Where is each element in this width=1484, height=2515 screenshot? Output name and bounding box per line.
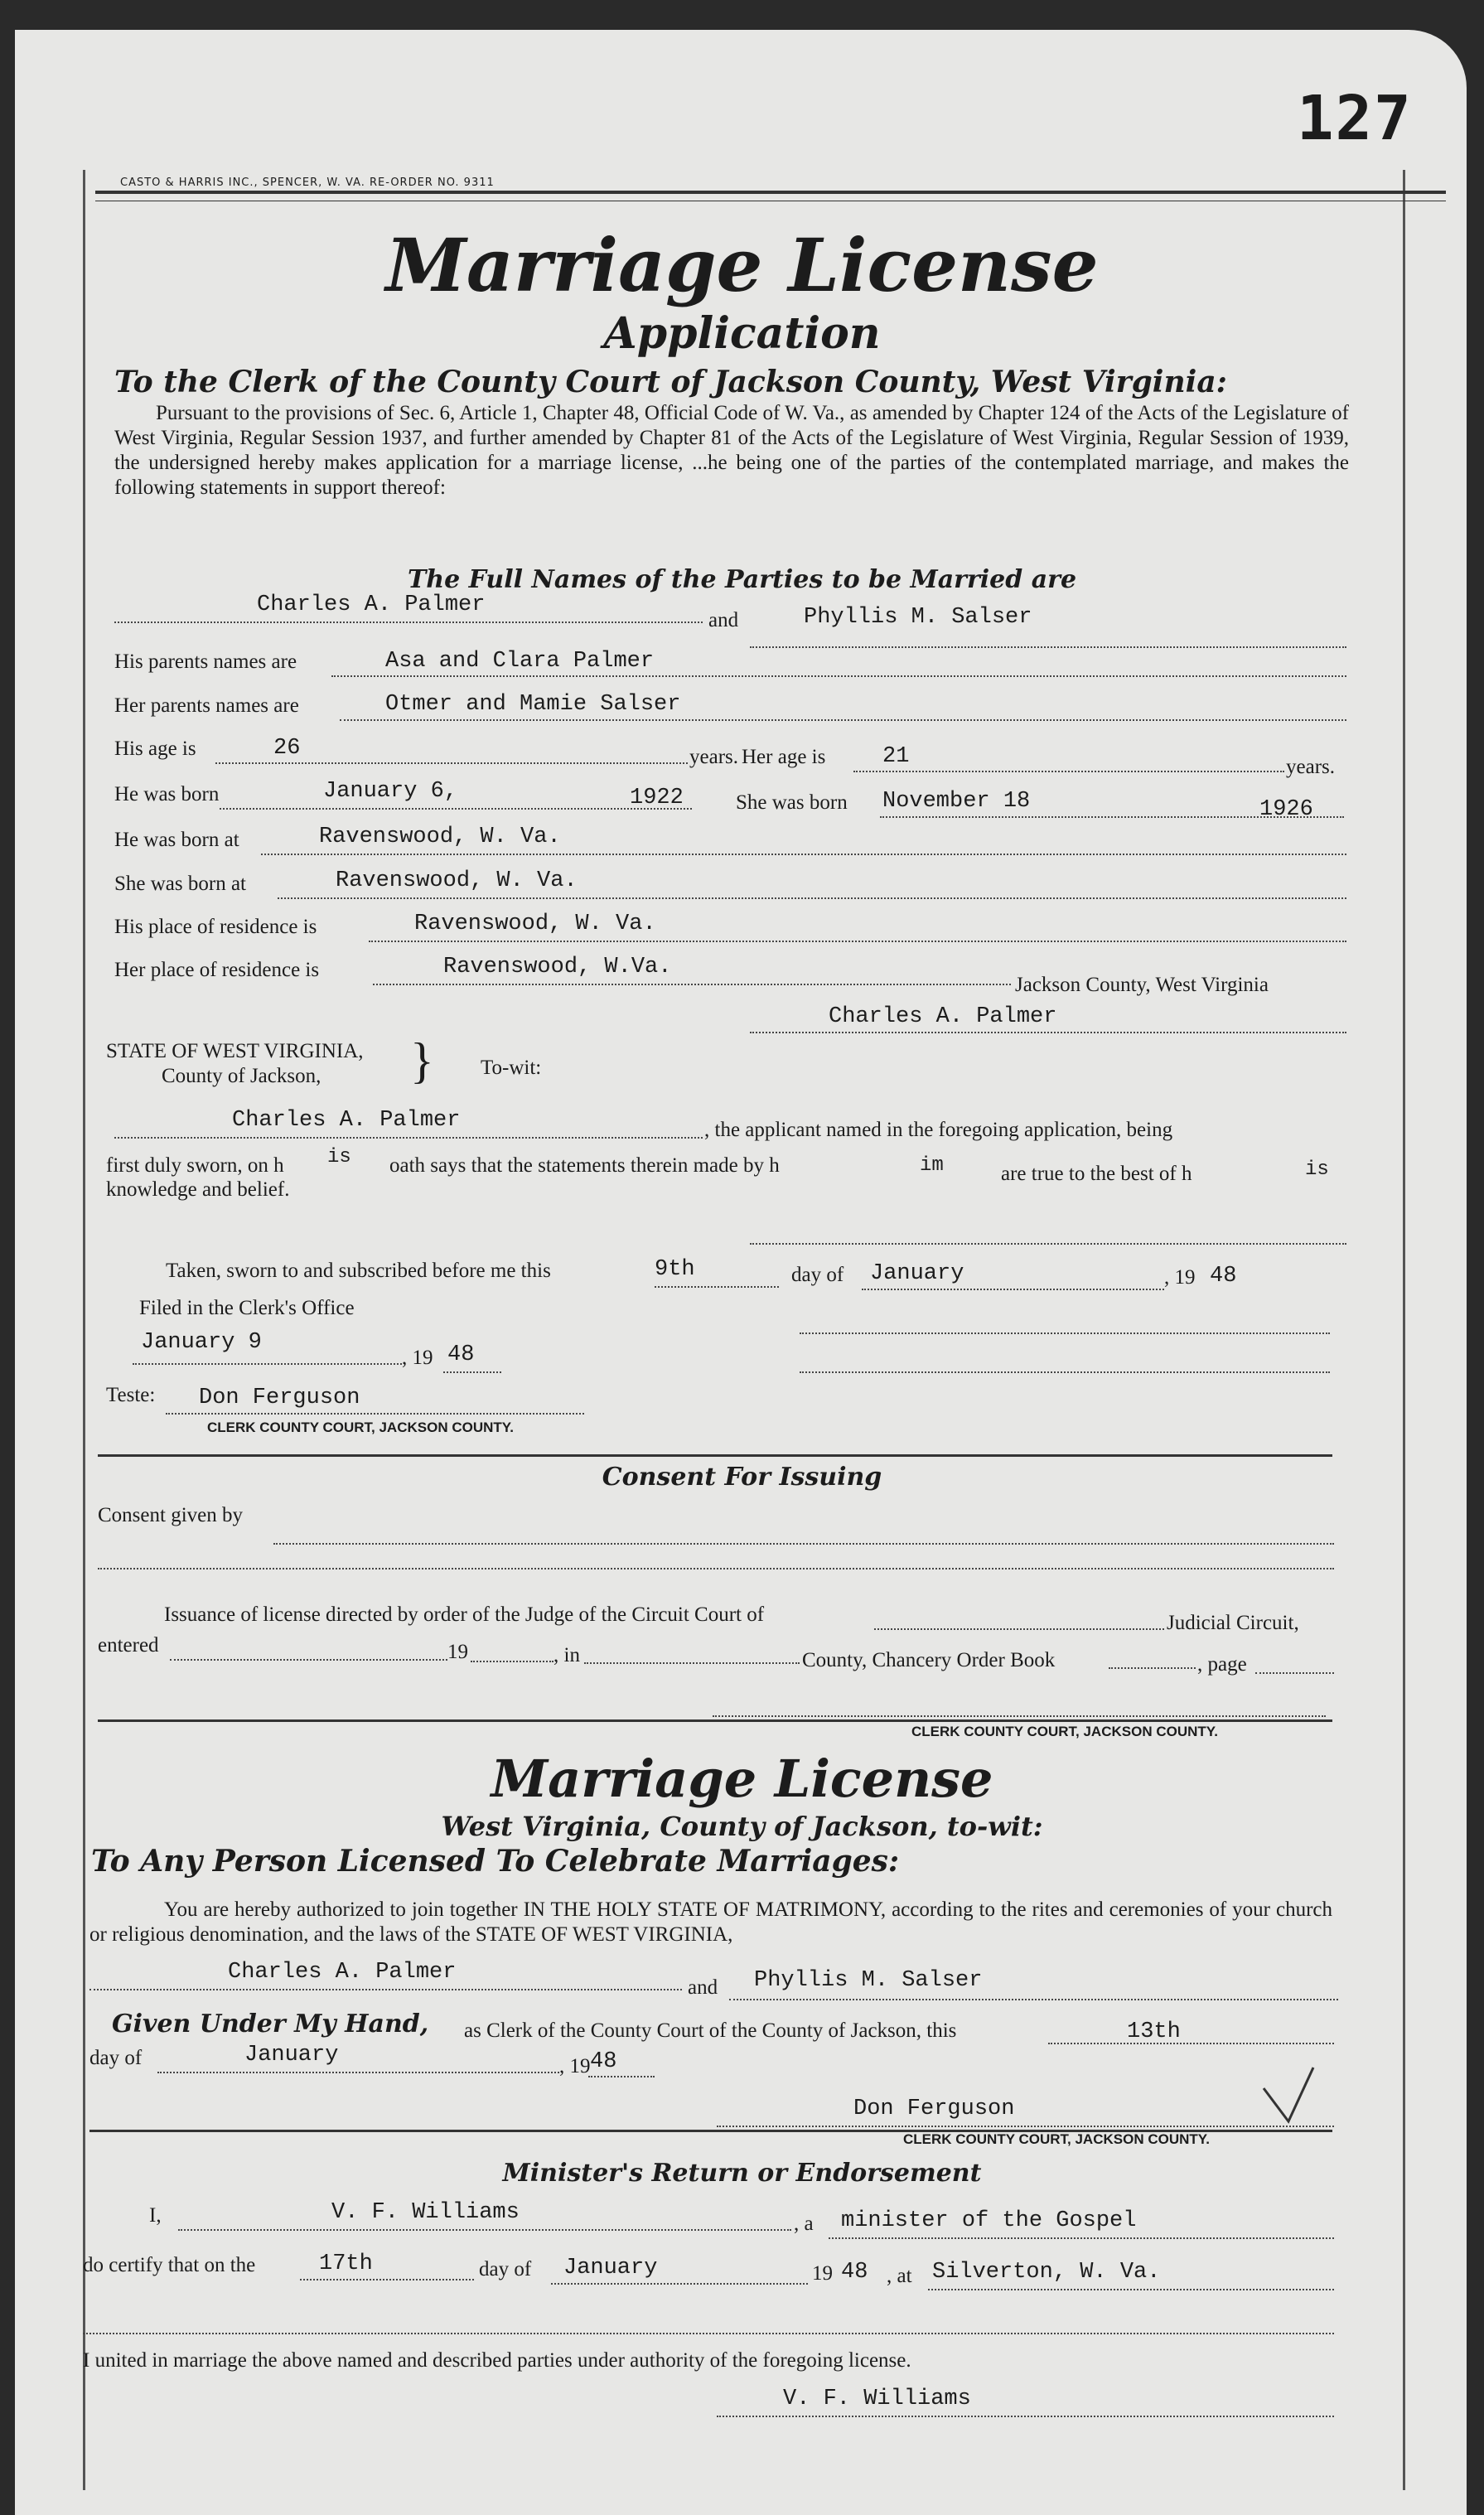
- his-residence-line: [369, 941, 1346, 942]
- license-title: Marriage License: [491, 1748, 993, 1809]
- consent-line-2: [98, 1568, 1334, 1569]
- teste-line: [166, 1413, 584, 1415]
- his-residence: Ravenswood, W. Va.: [414, 912, 656, 936]
- he-born-at: Ravenswood, W. Va.: [319, 825, 561, 849]
- taken-month: January: [870, 1261, 964, 1286]
- in-label: , in: [553, 1644, 580, 1666]
- united-text: I united in marriage the above named and described parties under authority of the foregoing license.: [83, 2349, 911, 2372]
- section-separator-2: [98, 1719, 1332, 1722]
- page-label: , page: [1197, 1653, 1247, 1676]
- county-label: Jackson County, West Virginia: [1015, 974, 1269, 996]
- her-residence-line: [373, 984, 1011, 985]
- parties-heading: The Full Names of the Parties to be Married are: [407, 565, 1077, 594]
- officer-line: [800, 1332, 1330, 1334]
- she-born-label: She was born: [736, 791, 848, 814]
- license-and: and: [688, 1976, 718, 1999]
- he-born-label: He was born: [114, 783, 220, 805]
- affidavit-fill3: is: [1305, 1158, 1329, 1181]
- minister-title: minister of the Gospel: [841, 2208, 1137, 2233]
- her-residence: Ravenswood, W.Va.: [443, 955, 672, 979]
- license-body: You are hereby authorized to join together IN THE HOLY STATE OF MATRIMONY, according to the rites and ceremonies of your church or religious denomination, and the laws of the STATE OF WEST VIRGINIA,: [89, 1898, 1332, 1946]
- license-address: To Any Person Licensed To Celebrate Marriages:: [91, 1844, 900, 1879]
- his-age-line: [215, 762, 688, 764]
- filed-year: 48: [447, 1342, 475, 1367]
- his-age-label: His age is: [114, 738, 196, 760]
- applicant-line: [114, 1137, 703, 1139]
- she-born-at-label: She was born at: [114, 873, 246, 895]
- application-subtitle: Application: [603, 308, 881, 359]
- years-label-2: years.: [1286, 756, 1335, 778]
- affiant-line: [750, 1243, 1346, 1245]
- applicant-signature-line: [750, 1032, 1346, 1033]
- she-born-at-line: [278, 897, 1346, 899]
- preamble: Pursuant to the provisions of Sec. 6, Article 1, Chapter 48, Official Code of W. Va., as amended by Chapter 124 of the Acts of the Legislature of West Virginia, Regular Session 1937, and further amended by Chapter 81 of the Acts of the Legislature of West Virginia, Regular Session of 1939, the undersigned hereby makes application for a marriage license, ...he being one of the parties of the contemplated marriage, and makes the following statements in support thereof:: [114, 402, 1349, 499]
- her-parents-label: Her parents names are: [114, 694, 299, 717]
- taken-day: 9th: [655, 1257, 695, 1282]
- affidavit-text3: oath says that the statements therein made by h: [389, 1154, 780, 1177]
- page-number: 127: [1297, 83, 1413, 154]
- given-day-line: [1048, 2043, 1334, 2044]
- return-signature: V. F. Williams: [783, 2387, 971, 2411]
- license-year-line: [588, 2076, 655, 2077]
- license-clerk-caption: CLERK COUNTY COURT, JACKSON COUNTY.: [903, 2131, 1210, 2147]
- filed-date-line: [133, 1363, 402, 1365]
- his-age: 26: [273, 736, 301, 761]
- return-place-line: [928, 2289, 1334, 2290]
- consent-clerk-caption: CLERK COUNTY COURT, JACKSON COUNTY.: [911, 1724, 1218, 1739]
- check-mark-icon: [1255, 2063, 1322, 2130]
- entered-line: [170, 1659, 447, 1661]
- return-day-line: [300, 2279, 474, 2280]
- years-label-1: years.: [689, 746, 738, 768]
- her-age-label: Her age is: [742, 746, 826, 768]
- in-line: [584, 1662, 800, 1664]
- filed-year-prefix: , 19: [402, 1347, 433, 1369]
- circuit-line: [874, 1628, 1164, 1630]
- bride-name: Phyllis M. Salser: [804, 605, 1032, 630]
- brace: }: [410, 1033, 434, 1088]
- section-separator-3: [89, 2130, 1332, 2132]
- her-residence-label: Her place of residence is: [114, 959, 320, 981]
- entered-label: entered: [98, 1634, 159, 1657]
- given-year: 48: [590, 2049, 617, 2074]
- return-heading: Minister's Return or Endorsement: [502, 2159, 982, 2188]
- his-parents-label: His parents names are: [114, 651, 297, 673]
- top-rule: [95, 191, 1446, 194]
- return-year: 48: [841, 2260, 868, 2285]
- given-text: as Clerk of the County Court of the County of Jackson, this: [464, 2019, 957, 2042]
- minister-name: V. F. Williams: [331, 2200, 520, 2225]
- affidavit-applicant: Charles A. Palmer: [232, 1108, 461, 1133]
- filed-year-line: [443, 1371, 501, 1373]
- her-age: 21: [882, 744, 910, 769]
- affidavit-fill1: is: [327, 1146, 351, 1168]
- county-of-label: County of Jackson,: [162, 1065, 321, 1087]
- his-residence-label: His place of residence is: [114, 916, 317, 938]
- application-title: Marriage License: [385, 222, 1099, 308]
- nineteen-label: 19: [447, 1641, 468, 1663]
- return-month-line: [551, 2283, 808, 2285]
- printer-line: CASTO & HARRIS INC., SPENCER, W. VA. RE-ORDER NO. 9311: [120, 177, 495, 189]
- given-month: January: [244, 2043, 339, 2068]
- teste-label: Teste:: [106, 1384, 156, 1406]
- certify-label: do certify that on the: [83, 2254, 256, 2276]
- return-day-of: day of: [479, 2258, 532, 2280]
- minister-name-line: [178, 2229, 791, 2231]
- applicant-signature: Charles A. Palmer: [829, 1004, 1057, 1029]
- filed-date: January 9: [141, 1330, 262, 1355]
- return-at-label: , at: [887, 2265, 912, 2287]
- her-parents: Otmer and Mamie Salser: [385, 692, 681, 717]
- taken-label: Taken, sworn to and subscribed before me this: [166, 1260, 551, 1282]
- issuance-text: Issuance of license directed by order of the Judge of the Circuit Court of: [164, 1603, 765, 1626]
- affidavit-fill2: im: [920, 1154, 944, 1177]
- taken-day-line: [655, 1286, 779, 1288]
- affidavit-text2: first duly sworn, on h: [106, 1154, 284, 1177]
- page-line: [1255, 1672, 1334, 1674]
- consent-given-line: [273, 1543, 1334, 1545]
- taken-year-prefix: , 19: [1164, 1266, 1196, 1289]
- license-clerk-name: Don Ferguson: [853, 2097, 1015, 2121]
- chancery-label: County, Chancery Order Book: [802, 1649, 1056, 1671]
- teste-name: Don Ferguson: [199, 1386, 360, 1410]
- license-subtitle: West Virginia, County of Jackson, to-wit:: [441, 1811, 1043, 1842]
- her-parents-line: [340, 719, 1346, 721]
- taken-month-line: [862, 1289, 1164, 1290]
- she-born-at: Ravenswood, W. Va.: [336, 868, 578, 893]
- her-age-line: [853, 771, 1284, 772]
- consent-given-label: Consent given by: [98, 1504, 243, 1526]
- consent-heading: Consent For Issuing: [602, 1463, 882, 1492]
- groom-name: Charles A. Palmer: [257, 592, 486, 617]
- she-born-year: 1926: [1259, 797, 1313, 822]
- license-month-line: [157, 2072, 559, 2073]
- state-label: STATE OF WEST VIRGINIA,: [106, 1040, 364, 1062]
- license-bride-line: [729, 1999, 1338, 2000]
- license-clerk-line: [717, 2126, 1334, 2127]
- given-day: 13th: [1127, 2019, 1181, 2044]
- he-born-at-line: [261, 854, 1346, 855]
- taken-year: 48: [1210, 1264, 1237, 1289]
- he-born-date: January 6,: [323, 779, 458, 804]
- he-born-at-label: He was born at: [114, 829, 239, 851]
- his-parents-line: [331, 675, 1346, 677]
- return-i-label: I,: [149, 2204, 162, 2227]
- chancery-line: [1109, 1667, 1196, 1669]
- license-groom: Charles A. Palmer: [228, 1960, 457, 1985]
- and-label: and: [708, 609, 739, 631]
- his-parents: Asa and Clara Palmer: [385, 649, 655, 674]
- affidavit-text5: knowledge and belief.: [106, 1178, 290, 1201]
- teste-clerk-caption: CLERK COUNTY COURT, JACKSON COUNTY.: [207, 1420, 514, 1435]
- return-day: 17th: [319, 2251, 373, 2276]
- bride-line: [750, 646, 1346, 648]
- addressee: To the Clerk of the County Court of Jackson County, West Virginia:: [114, 365, 1227, 399]
- given-label: Given Under My Hand,: [112, 2010, 429, 2039]
- she-born-date: November 18: [882, 789, 1031, 814]
- license-bride: Phyllis M. Salser: [754, 1968, 983, 1993]
- groom-line: [114, 621, 703, 623]
- return-year-prefix: 19: [812, 2262, 833, 2285]
- to-wit-label: To-wit:: [481, 1057, 542, 1079]
- he-born-year: 1922: [630, 786, 684, 810]
- consent-clerk-line: [713, 1715, 1326, 1717]
- license-groom-line: [89, 1989, 682, 1990]
- return-place: Silverton, W. Va.: [932, 2260, 1161, 2285]
- day-of-label: day of: [791, 1264, 844, 1286]
- minister-title-line: [829, 2237, 1334, 2239]
- filed-label: Filed in the Clerk's Office: [139, 1297, 355, 1319]
- return-month: January: [563, 2256, 658, 2280]
- return-signature-line: [717, 2416, 1334, 2417]
- nineteen-line: [471, 1661, 553, 1662]
- he-born-line: [220, 808, 692, 810]
- section-separator-1: [98, 1454, 1332, 1457]
- judicial-circuit: Judicial Circuit,: [1167, 1612, 1299, 1634]
- affidavit-text1: , the applicant named in the foregoing application, being: [704, 1119, 1173, 1141]
- officer-line-2: [800, 1371, 1330, 1373]
- license-day-of: day of: [89, 2047, 143, 2069]
- return-blank-line: [83, 2333, 1334, 2334]
- return-a-label: , a: [794, 2213, 814, 2235]
- affidavit-text4: are true to the best of h: [1001, 1163, 1192, 1185]
- license-year-prefix: , 19: [559, 2055, 591, 2077]
